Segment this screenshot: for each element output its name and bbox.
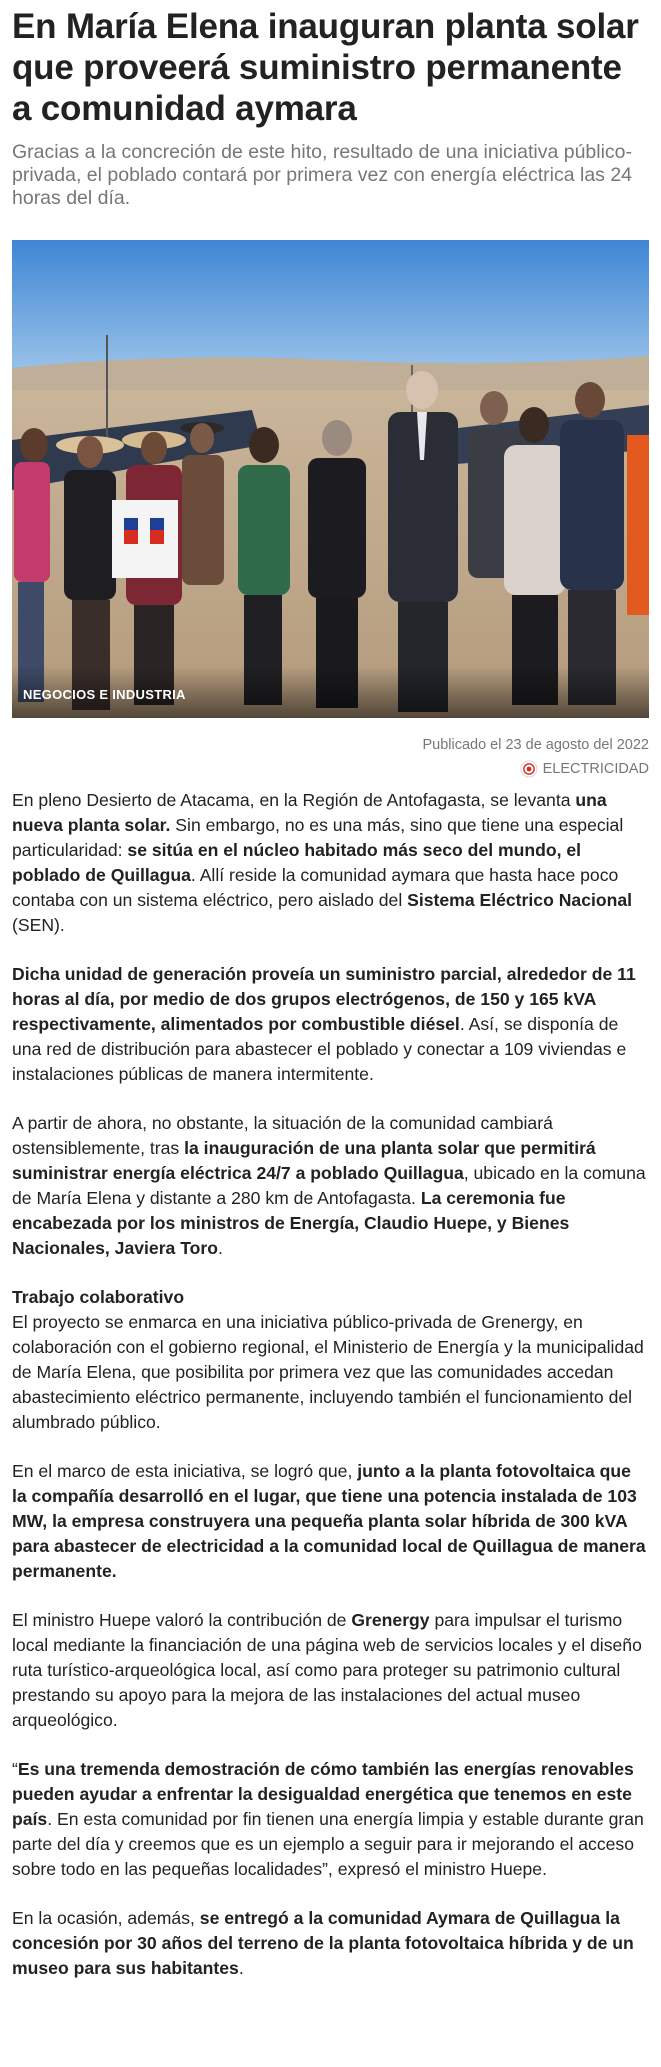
text-run: A partir de ahora, no obstante, la situación de la comunidad cambiará ostensiblemente, tras xyxy=(12,1113,553,1158)
source-link[interactable] xyxy=(12,760,649,778)
text-run: . xyxy=(238,1958,244,1978)
text-run: “ xyxy=(12,1759,18,1779)
bold-text: se entregó a la comunidad Aymara de Quillagua la concesión por 30 años del terreno de la planta fotovoltaica híbrida y de un museo para sus habitantes xyxy=(12,1908,634,1978)
article-photo[interactable] xyxy=(12,240,649,718)
text-run: (SEN). xyxy=(12,915,65,935)
article-paragraph xyxy=(12,1459,649,1584)
bold-text: una nueva planta solar. xyxy=(12,790,607,835)
article-body xyxy=(12,788,649,1981)
text-run: para impulsar el turismo local mediante la financiación de una página web de servicios locales y el diseño ruta turístico-arqueológica local, así como para proteger su patrimonio cultural prestando su apoyo para la mejora de las instalaciones del actual museo arqueológico. xyxy=(12,1610,642,1730)
article-paragraph xyxy=(12,1906,649,1981)
section-heading: Trabajo colaborativo xyxy=(12,1287,185,1307)
bold-text: Sistema Eléctrico Nacional xyxy=(407,890,633,910)
text-run: En pleno Desierto de Atacama, en la Región de Antofagasta, se levanta xyxy=(12,790,576,810)
article-title: En María Elena inauguran planta solar que proveerá suministro permanente a comunidad aymara xyxy=(12,7,639,128)
article-paragraph xyxy=(12,1285,649,1435)
text-run: . Así, se disponía de una red de distribución para abastecer el poblado y conectar a 109 viviendas e instalaciones públicas de manera intermitente. xyxy=(12,1014,627,1084)
target-icon xyxy=(520,760,538,778)
text-run: El proyecto se enmarca en una iniciativa público-privada de Grenergy, en colaboración con el gobierno regional, el Ministerio de Energía y la municipalidad de María Elena, que posibilita por primera vez que las comunidades accedan abastecimiento eléctrico permanente, incluyendo también el funcionamiento del alumbrado público. xyxy=(12,1312,644,1432)
ceremony-photo xyxy=(12,240,649,718)
article-paragraph xyxy=(12,1608,649,1733)
source-name: ELECTRICIDAD xyxy=(542,761,649,777)
article-paragraph xyxy=(12,1757,649,1882)
bold-text: la inauguración de una planta solar que permitirá suministrar energía eléctrica 24/7 a poblado Quillagua xyxy=(12,1138,596,1183)
bold-text: Dicha unidad de generación proveía un suministro parcial, alrededor de 11 horas al día, por medio de dos grupos electrógenos, de 150 y 165 kVA respectivamente, alimentados por combustible diésel xyxy=(12,964,636,1034)
text-run: , ubicado en la comuna de María Elena y distante a 280 km de Antofagasta. xyxy=(12,1163,646,1208)
bold-text: La ceremonia fue encabezada por los ministros de Energía, Claudio Huepe, y Bienes Nacionales, Javiera Toro xyxy=(12,1188,570,1258)
bold-text: Grenergy xyxy=(351,1610,430,1630)
article-paragraph xyxy=(12,788,649,938)
article-paragraph xyxy=(12,962,649,1087)
text-run: En la ocasión, además, xyxy=(12,1908,200,1928)
text-run: El ministro Huepe valoró la contribución de xyxy=(12,1610,352,1630)
bold-text: se sitúa en el núcleo habitado más seco del mundo, el poblado de Quillagua xyxy=(12,840,582,885)
text-run: . En esta comunidad por fin tienen una energía limpia y estable durante gran parte del día y creemos que es un ejemplo a seguir para ir mejorando el acceso sobre todo en las pequeñas localidades”, expresó el ministro Huepe. xyxy=(12,1809,644,1879)
section-tag[interactable] xyxy=(12,666,649,718)
text-run: . Allí reside la comunidad aymara que hasta hace poco contaba con un sistema eléctrico, pero aislado del xyxy=(12,865,619,910)
bold-text: junto a la planta fotovoltaica que la compañía desarrolló en el lugar, que tiene una potencia instalada de 103 MW, la empresa construyera una pequeña planta solar híbrida de 300 kVA para abastecer de electricidad a la comunidad local de Quillagua de manera permanente. xyxy=(12,1461,646,1581)
text-run: En el marco de esta iniciativa, se logró que, xyxy=(12,1461,358,1481)
publish-date: Publicado el 23 de agosto del 2022 xyxy=(422,737,649,753)
text-run: . xyxy=(218,1238,223,1258)
article-paragraph xyxy=(12,1111,649,1261)
section-label: NEGOCIOS E INDUSTRIA xyxy=(23,687,186,702)
article-subtitle: Gracias a la concreción de este hito, resultado de una iniciativa público-privada, el poblado contará por primera vez con energía eléctrica las 24 horas del día. xyxy=(12,141,633,209)
bold-text: Es una tremenda demostración de cómo también las energías renovables pueden ayudar a enfrentar la desigualdad energética que tenemos en este país xyxy=(12,1759,634,1829)
text-run: Sin embargo, no es una más, sino que tiene una especial particularidad: xyxy=(12,815,624,860)
